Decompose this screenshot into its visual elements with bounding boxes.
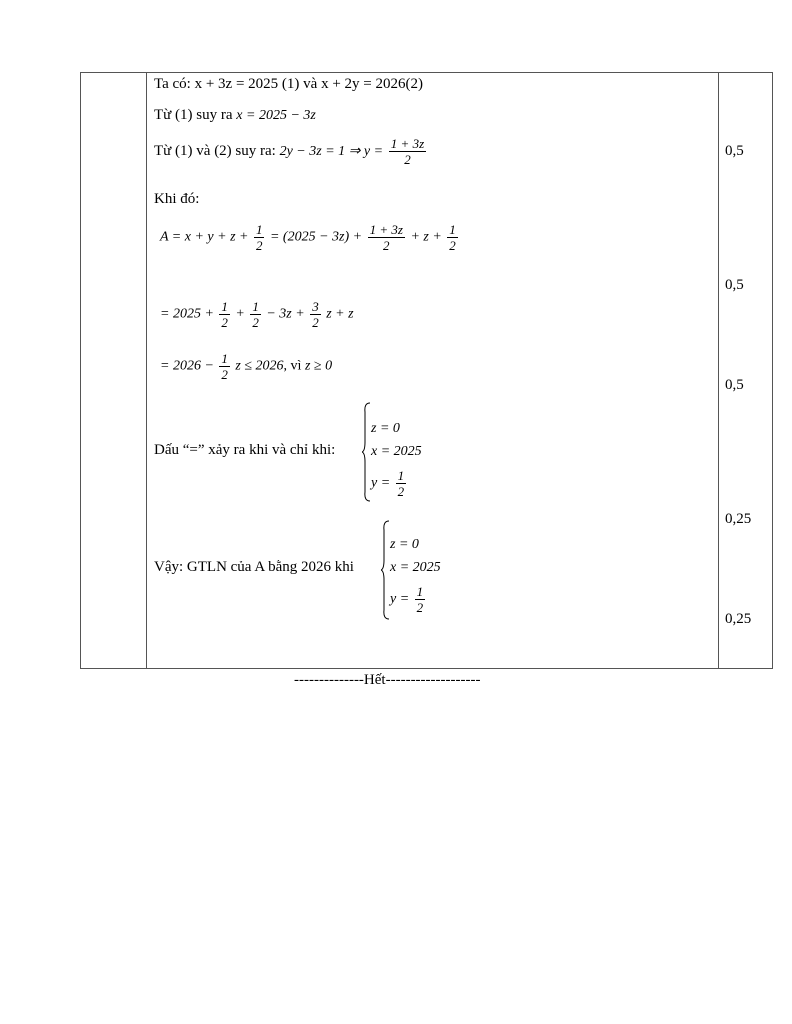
line-tu-1-2-math: 2y − 3z = 1 ⇒ y = <box>279 143 384 159</box>
footer-het: --------------Hết------------------- <box>294 672 481 688</box>
system1-row-z: z = 0 <box>371 421 400 436</box>
line-A-expression: A = x + y + z + $\frac{1}{2}$ = (2025 − 3z) + $\frac{1 + 3z}{2}$ + z + $\frac{1}{2}$ <box>160 222 456 253</box>
fraction-1-3z: $\frac{1 + 3z}{2}$ <box>369 222 403 253</box>
line-dau-bang: Dấu “=” xảy ra khi và chỉ khi: <box>154 442 336 458</box>
system1-row-x: x = 2025 <box>371 444 422 459</box>
score-1: 0,5 <box>725 143 744 159</box>
line-ta-co: Ta có: x + 3z = 2025 (1) và x + 2y = 2026(2) <box>154 76 423 92</box>
fraction-half-4: $\frac{1}{2}$ <box>252 299 259 330</box>
line-tu-1-text: Từ (1) suy ra <box>154 107 233 123</box>
line-tu-1 <box>154 107 316 124</box>
score-5: 0,25 <box>725 611 752 627</box>
system1-row-y: y = $\frac{1}{2}$ <box>371 468 405 499</box>
line-khi-do: Khi đó: <box>154 191 200 207</box>
score-3: 0,5 <box>725 377 744 393</box>
fraction-half-2: $\frac{1}{2}$ <box>449 222 456 253</box>
fraction-half-1: $\frac{1}{2}$ <box>255 222 263 253</box>
fraction-half-5: $\frac{1}{2}$ <box>221 351 228 382</box>
line-tu-1-math: x = 2025 − 3z <box>236 108 316 123</box>
line-vay: Vậy: GTLN của A bằng 2026 khi <box>154 559 354 575</box>
line-tu-1-2 <box>154 136 428 167</box>
line-2026-inequality: = 2026 − $\frac{1}{2}$ z ≤ 2026, vì z ≥ 0 <box>160 351 333 382</box>
fraction-half-3: $\frac{1}{2}$ <box>221 299 228 330</box>
system2-row-z: z = 0 <box>390 537 419 552</box>
fraction-y: $\frac{1 + 3z}{2}$ <box>390 136 425 167</box>
fraction-half-7: $\frac{1}{2}$ <box>416 584 424 615</box>
system2-row-y: y = $\frac{1}{2}$ <box>390 584 424 615</box>
line-tu-1-2-text: Từ (1) và (2) suy ra: <box>154 142 276 159</box>
fraction-half-6: $\frac{1}{2}$ <box>397 468 405 499</box>
score-4: 0,25 <box>725 511 752 527</box>
column-divider-2 <box>718 73 719 668</box>
line-2025-expansion: = 2025 + $\frac{1}{2}$ + $\frac{1}{2}$ − 3z + $\frac{3}{2}$ z + z <box>160 299 354 330</box>
score-2: 0,5 <box>725 277 744 293</box>
column-divider-1 <box>146 73 147 668</box>
fraction-three-halves: $\frac{3}{2}$ <box>312 299 319 330</box>
system2-row-x: x = 2025 <box>390 560 441 575</box>
